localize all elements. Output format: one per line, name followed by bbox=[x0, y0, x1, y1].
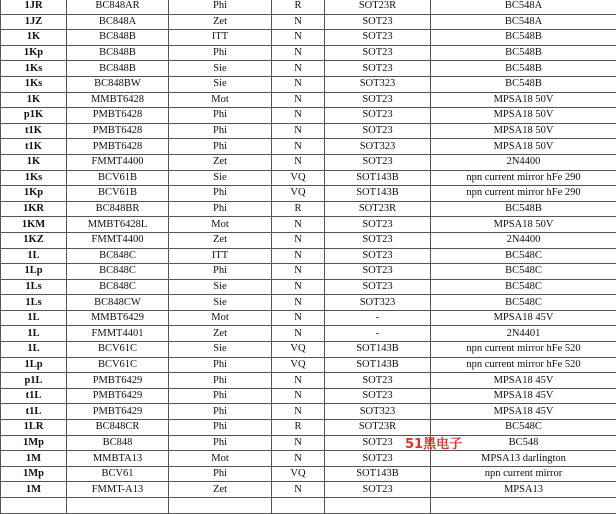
cell-part-number: BC848CR bbox=[67, 420, 169, 436]
table-row bbox=[1, 201, 616, 217]
cell-type: R bbox=[272, 0, 325, 14]
cell-equivalent: BC548C bbox=[431, 279, 616, 295]
cell-equivalent: BC548B bbox=[431, 30, 616, 46]
cell-code: 1Mp bbox=[1, 466, 67, 482]
cell-code: 1Lp bbox=[1, 357, 67, 373]
cell-manufacturer: Zet bbox=[169, 232, 272, 248]
cell-manufacturer: Sie bbox=[169, 342, 272, 358]
cell-package: SOT143B bbox=[325, 342, 431, 358]
cell-equivalent: BC548B bbox=[431, 201, 616, 217]
cell-package: SOT143B bbox=[325, 186, 431, 202]
cell-package: SOT23 bbox=[325, 14, 431, 30]
table-row bbox=[1, 45, 616, 61]
cell-part-number: FMMT4400 bbox=[67, 154, 169, 170]
cell-package: SOT23 bbox=[325, 45, 431, 61]
cell-equivalent: npn current mirror hFe 520 bbox=[431, 342, 616, 358]
cell-code: 1Ks bbox=[1, 76, 67, 92]
table-row bbox=[1, 170, 616, 186]
cell-code: 1KR bbox=[1, 201, 67, 217]
cell-manufacturer: Sie bbox=[169, 279, 272, 295]
cell-manufacturer: Mot bbox=[169, 451, 272, 467]
cell-equivalent: MPSA18 50V bbox=[431, 108, 616, 124]
cell-part-number: BCV61B bbox=[67, 186, 169, 202]
cell-part-number: FMMT4401 bbox=[67, 326, 169, 342]
cell-type: N bbox=[272, 482, 325, 498]
table-row bbox=[1, 482, 616, 498]
cell-code: 1Ks bbox=[1, 61, 67, 77]
table-row bbox=[1, 139, 616, 155]
cell-equivalent: MPSA18 50V bbox=[431, 92, 616, 108]
cell-part-number: PMBT6429 bbox=[67, 373, 169, 389]
cell-package: SOT23R bbox=[325, 420, 431, 436]
cell-manufacturer: Mot bbox=[169, 310, 272, 326]
cell-manufacturer: Phi bbox=[169, 201, 272, 217]
cell-part-number: BC848A bbox=[67, 14, 169, 30]
cell-part-number: BC848AR bbox=[67, 0, 169, 14]
table-row bbox=[1, 14, 616, 30]
cell-package: - bbox=[325, 326, 431, 342]
cell-equivalent: MPSA18 50V bbox=[431, 139, 616, 155]
cell-code: 1Mp bbox=[1, 435, 67, 451]
cell-package: SOT23 bbox=[325, 451, 431, 467]
table-row bbox=[1, 0, 616, 14]
cell-code: 1M bbox=[1, 451, 67, 467]
cell-type: N bbox=[272, 404, 325, 420]
cell-equivalent: 2N4400 bbox=[431, 154, 616, 170]
cell-code: 1Kp bbox=[1, 45, 67, 61]
cell-code: 1M bbox=[1, 482, 67, 498]
cell-package: SOT323 bbox=[325, 295, 431, 311]
cell-package: SOT23 bbox=[325, 482, 431, 498]
cell-part-number: BCV61C bbox=[67, 342, 169, 358]
table-row bbox=[1, 108, 616, 124]
cell-package: SOT323 bbox=[325, 404, 431, 420]
cell-manufacturer: Zet bbox=[169, 326, 272, 342]
cell-type: R bbox=[272, 201, 325, 217]
cell-package: SOT143B bbox=[325, 357, 431, 373]
table-row bbox=[1, 248, 616, 264]
cell-type: N bbox=[272, 61, 325, 77]
cell-type: N bbox=[272, 14, 325, 30]
cell-manufacturer: ITT bbox=[169, 248, 272, 264]
cell-part-number: BCV61C bbox=[67, 357, 169, 373]
cell-type: N bbox=[272, 154, 325, 170]
cell-equivalent: MPSA18 45V bbox=[431, 388, 616, 404]
cell-part-number: MMBT6429 bbox=[67, 310, 169, 326]
cell-manufacturer: Sie bbox=[169, 61, 272, 77]
cell-code: t1K bbox=[1, 123, 67, 139]
cell-package: - bbox=[325, 310, 431, 326]
cell-equivalent: MPSA18 45V bbox=[431, 404, 616, 420]
cell-part-number: FMMT4400 bbox=[67, 232, 169, 248]
cell-manufacturer: Sie bbox=[169, 170, 272, 186]
cell-equivalent: MPSA18 50V bbox=[431, 217, 616, 233]
cell-code: 1L bbox=[1, 326, 67, 342]
table-row bbox=[1, 342, 616, 358]
table-row bbox=[1, 373, 616, 389]
cell-part-number: MMBT6428 bbox=[67, 92, 169, 108]
cell-package: SOT323 bbox=[325, 76, 431, 92]
cell-code: 1L bbox=[1, 248, 67, 264]
cell-code: t1L bbox=[1, 404, 67, 420]
cell-package: SOT23 bbox=[325, 217, 431, 233]
cell-manufacturer: Zet bbox=[169, 154, 272, 170]
watermark-logo: 51黑电子 bbox=[405, 433, 462, 452]
cell-manufacturer: Phi bbox=[169, 357, 272, 373]
cell-type: N bbox=[272, 123, 325, 139]
table-row bbox=[1, 92, 616, 108]
cell-type: N bbox=[272, 217, 325, 233]
cell-type: VQ bbox=[272, 186, 325, 202]
cell-package: SOT23 bbox=[325, 388, 431, 404]
cell-type: N bbox=[272, 295, 325, 311]
cell-equivalent: BC548C bbox=[431, 248, 616, 264]
cell-code: p1L bbox=[1, 373, 67, 389]
cell-type: N bbox=[272, 248, 325, 264]
cell-manufacturer: Phi bbox=[169, 45, 272, 61]
cell-part-number: PMBT6428 bbox=[67, 123, 169, 139]
cell-package: SOT323 bbox=[325, 139, 431, 155]
cell-package: SOT23 bbox=[325, 435, 431, 451]
table-row bbox=[1, 186, 616, 202]
table-row bbox=[1, 61, 616, 77]
cell-manufacturer: Mot bbox=[169, 217, 272, 233]
cell-code: p1K bbox=[1, 108, 67, 124]
cell-code: 1Lp bbox=[1, 264, 67, 280]
cell-manufacturer: Sie bbox=[169, 76, 272, 92]
cell-type: N bbox=[272, 373, 325, 389]
cell-code: t1L bbox=[1, 388, 67, 404]
cell-type: N bbox=[272, 76, 325, 92]
cell-code: 1JZ bbox=[1, 14, 67, 30]
table-row bbox=[1, 30, 616, 46]
cell-part-number: BC848C bbox=[67, 279, 169, 295]
cell-manufacturer: Phi bbox=[169, 0, 272, 14]
table-row bbox=[1, 435, 616, 451]
cell-code: 1K bbox=[1, 30, 67, 46]
cell-part-number: FMMT-A13 bbox=[67, 482, 169, 498]
cell-manufacturer: Zet bbox=[169, 482, 272, 498]
cell-package: SOT23 bbox=[325, 30, 431, 46]
cell-manufacturer: Phi bbox=[169, 264, 272, 280]
cell-equivalent: BC548C bbox=[431, 295, 616, 311]
cell-part-number: PMBT6429 bbox=[67, 404, 169, 420]
cell-equivalent: BC548B bbox=[431, 45, 616, 61]
cell-package: SOT23 bbox=[325, 61, 431, 77]
cell-part-number: BCV61B bbox=[67, 170, 169, 186]
cell-equivalent: 2N4400 bbox=[431, 232, 616, 248]
cell-equivalent: MPSA18 45V bbox=[431, 373, 616, 389]
cell-code: 1JR bbox=[1, 0, 67, 14]
cell-manufacturer: Phi bbox=[169, 139, 272, 155]
cell-package: SOT23 bbox=[325, 248, 431, 264]
cell-code: 1K bbox=[1, 154, 67, 170]
cell-equivalent: BC548A bbox=[431, 0, 616, 14]
cell-equivalent: BC548A bbox=[431, 14, 616, 30]
cell-part-number: PMBT6428 bbox=[67, 108, 169, 124]
cell-type: N bbox=[272, 388, 325, 404]
cell-type: VQ bbox=[272, 466, 325, 482]
cell-package: SOT23 bbox=[325, 373, 431, 389]
cell-manufacturer: Phi bbox=[169, 388, 272, 404]
cell-equivalent: BC548C bbox=[431, 420, 616, 436]
table-row bbox=[1, 295, 616, 311]
table-row bbox=[1, 264, 616, 280]
cell-manufacturer: Phi bbox=[169, 186, 272, 202]
cell-part-number: BC848BR bbox=[67, 201, 169, 217]
cell-manufacturer: Mot bbox=[169, 92, 272, 108]
cell-package: SOT23 bbox=[325, 232, 431, 248]
cell-part-number: PMBT6428 bbox=[67, 139, 169, 155]
cell-part-number: BC848C bbox=[67, 248, 169, 264]
table-row bbox=[1, 451, 616, 467]
cell-manufacturer: Phi bbox=[169, 435, 272, 451]
cell-code: 1Ls bbox=[1, 279, 67, 295]
cell-code: 1Kp bbox=[1, 186, 67, 202]
cell-equivalent: MPSA13 darlington bbox=[431, 451, 616, 467]
cell-code: 1K bbox=[1, 92, 67, 108]
cell-manufacturer: Phi bbox=[169, 420, 272, 436]
cell-type: VQ bbox=[272, 170, 325, 186]
cell-equivalent: BC548B bbox=[431, 76, 616, 92]
cell-equivalent: npn current mirror hFe 290 bbox=[431, 170, 616, 186]
cell-part-number: BC848C bbox=[67, 264, 169, 280]
cell-part-number: BC848B bbox=[67, 61, 169, 77]
table-row bbox=[1, 466, 616, 482]
table-row bbox=[1, 357, 616, 373]
cell-part-number: BC848CW bbox=[67, 295, 169, 311]
cell-package: SOT143B bbox=[325, 466, 431, 482]
cell-code: 1KM bbox=[1, 217, 67, 233]
cell-code: 1L bbox=[1, 310, 67, 326]
cell-type: N bbox=[272, 451, 325, 467]
cell-type: N bbox=[272, 435, 325, 451]
cell-package: SOT23R bbox=[325, 0, 431, 14]
table-row bbox=[1, 154, 616, 170]
table-row bbox=[1, 217, 616, 233]
cell-package: SOT23 bbox=[325, 279, 431, 295]
cell-code: t1K bbox=[1, 139, 67, 155]
cell-part-number: MMBTA13 bbox=[67, 451, 169, 467]
cell-type: R bbox=[272, 420, 325, 436]
cell-equivalent: BC548 bbox=[431, 435, 616, 451]
cell-equivalent: MPSA18 45V bbox=[431, 310, 616, 326]
cell-code: 1Ls bbox=[1, 295, 67, 311]
cell-equivalent: MPSA18 50V bbox=[431, 123, 616, 139]
cell-manufacturer: Sie bbox=[169, 295, 272, 311]
cell-equivalent: npn current mirror hFe 520 bbox=[431, 357, 616, 373]
cell-manufacturer: Phi bbox=[169, 466, 272, 482]
cell-part-number: BC848BW bbox=[67, 76, 169, 92]
cell-type: N bbox=[272, 326, 325, 342]
cell-equivalent: 2N4401 bbox=[431, 326, 616, 342]
cell-equivalent: MPSA13 bbox=[431, 482, 616, 498]
cell-part-number: BC848B bbox=[67, 45, 169, 61]
cell-part-number: MMBT6428L bbox=[67, 217, 169, 233]
table-row bbox=[1, 232, 616, 248]
cell-equivalent: npn current mirror bbox=[431, 466, 616, 482]
table-row bbox=[1, 326, 616, 342]
cell-part-number: BCV61 bbox=[67, 466, 169, 482]
cell-type: N bbox=[272, 45, 325, 61]
cell-type: N bbox=[272, 139, 325, 155]
cell-package: SOT23R bbox=[325, 201, 431, 217]
cell-type: VQ bbox=[272, 342, 325, 358]
cell-part-number: BC848 bbox=[67, 435, 169, 451]
cell-package: SOT23 bbox=[325, 264, 431, 280]
cell-package: SOT23 bbox=[325, 108, 431, 124]
cell-type: N bbox=[272, 108, 325, 124]
cell-code: 1KZ bbox=[1, 232, 67, 248]
cell-type: N bbox=[272, 92, 325, 108]
cell-type: N bbox=[272, 310, 325, 326]
cell-code: 1L bbox=[1, 342, 67, 358]
table-row bbox=[1, 388, 616, 404]
cell-manufacturer: Phi bbox=[169, 123, 272, 139]
table-row bbox=[1, 76, 616, 92]
cell-type: N bbox=[272, 30, 325, 46]
table-row bbox=[1, 404, 616, 420]
cell-package: SOT23 bbox=[325, 92, 431, 108]
table-row bbox=[1, 420, 616, 436]
cell-part-number: PMBT6429 bbox=[67, 388, 169, 404]
cell-part-number: BC848B bbox=[67, 30, 169, 46]
table-row bbox=[1, 123, 616, 139]
cell-package: SOT23 bbox=[325, 154, 431, 170]
cell-manufacturer: ITT bbox=[169, 30, 272, 46]
cell-type: N bbox=[272, 264, 325, 280]
table-row bbox=[1, 310, 616, 326]
cell-manufacturer: Phi bbox=[169, 404, 272, 420]
cell-type: N bbox=[272, 232, 325, 248]
cell-package: SOT143B bbox=[325, 170, 431, 186]
cell-equivalent: npn current mirror hFe 290 bbox=[431, 186, 616, 202]
cell-code: 1LR bbox=[1, 420, 67, 436]
cell-type: N bbox=[272, 279, 325, 295]
cell-package: SOT23 bbox=[325, 123, 431, 139]
table-row bbox=[1, 279, 616, 295]
cell-equivalent: BC548B bbox=[431, 61, 616, 77]
table-body bbox=[1, 0, 616, 513]
cell-manufacturer: Phi bbox=[169, 373, 272, 389]
cell-manufacturer: Zet bbox=[169, 14, 272, 30]
cell-type: VQ bbox=[272, 357, 325, 373]
cell-manufacturer: Phi bbox=[169, 108, 272, 124]
cell-code: 1Ks bbox=[1, 170, 67, 186]
cell-equivalent: BC548C bbox=[431, 264, 616, 280]
